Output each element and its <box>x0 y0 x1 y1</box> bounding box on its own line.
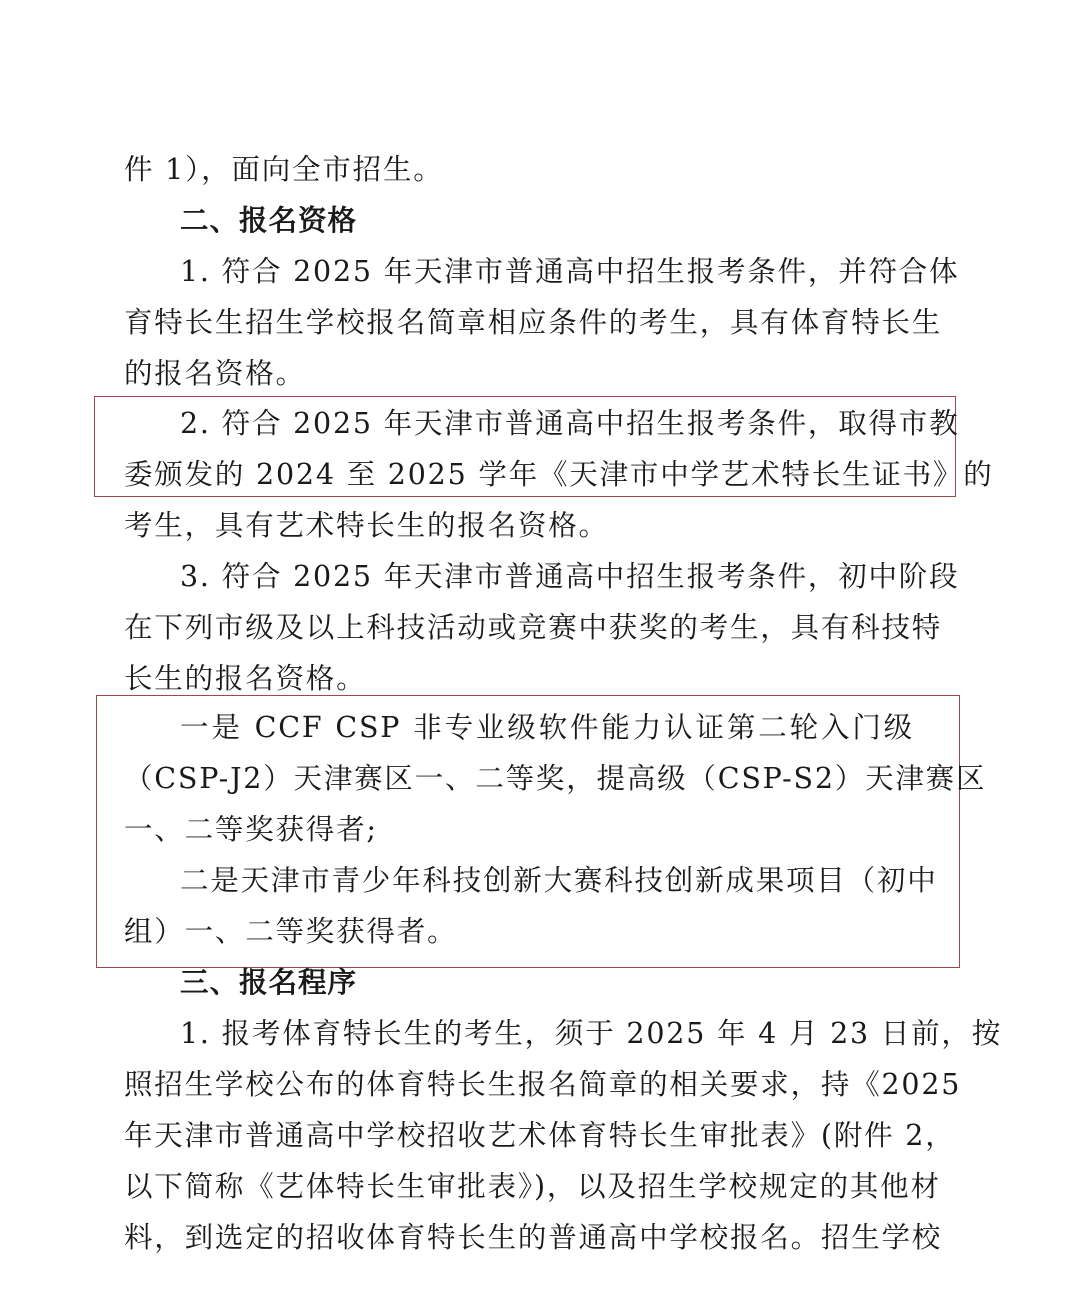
text-line: 组）一、二等奖获得者。 <box>124 915 458 948</box>
text-line: 照招生学校公布的体育特长生报名简章的相关要求，持《2025 <box>124 1068 962 1101</box>
section-heading-procedure: 三、报名程序 <box>180 966 358 999</box>
text-line: 1. 报考体育特长生的考生，须于 2025 年 4 月 23 日前，按 <box>180 1017 1003 1050</box>
text-line: 育特长生招生学校报名简章相应条件的考生，具有体育特长生 <box>124 306 943 339</box>
text-line: 1. 符合 2025 年天津市普通高中招生报考条件，并符合体 <box>180 255 960 288</box>
text-line: 以下简称《艺体特长生审批表》)，以及招生学校规定的其他材 <box>124 1170 941 1203</box>
text-line: 二是天津市青少年科技创新大赛科技创新成果项目（初中 <box>180 864 938 897</box>
text-line: 一是 CCF CSP 非专业级软件能力认证第二轮入门级 <box>180 711 914 744</box>
text-line: 的报名资格。 <box>124 357 306 390</box>
text-line: （CSP-J2）天津赛区一、二等奖，提高级（CSP-S2）天津赛区 <box>124 762 987 795</box>
text-line: 2. 符合 2025 年天津市普通高中招生报考条件，取得市教 <box>180 407 960 440</box>
section-heading-eligibility: 二、报名资格 <box>180 204 358 237</box>
text-line: 在下列市级及以上科技活动或竞赛中获奖的考生，具有科技特 <box>124 611 943 644</box>
text-line: 年天津市普通高中学校招收艺术体育特长生审批表》(附件 2， <box>124 1119 956 1152</box>
text-line: 3. 符合 2025 年天津市普通高中招生报考条件，初中阶段 <box>180 560 960 593</box>
text-line: 委颁发的 2024 至 2025 学年《天津市中学艺术特长生证书》的 <box>124 458 994 491</box>
text-line: 长生的报名资格。 <box>124 662 367 695</box>
text-line: 一、二等奖获得者; <box>124 813 378 846</box>
text-line: 料，到选定的招收体育特长生的普通高中学校报名。招生学校 <box>124 1221 943 1254</box>
text-line: 件 1），面向全市招生。 <box>124 153 444 186</box>
text-line: 考生，具有艺术特长生的报名资格。 <box>124 509 609 542</box>
